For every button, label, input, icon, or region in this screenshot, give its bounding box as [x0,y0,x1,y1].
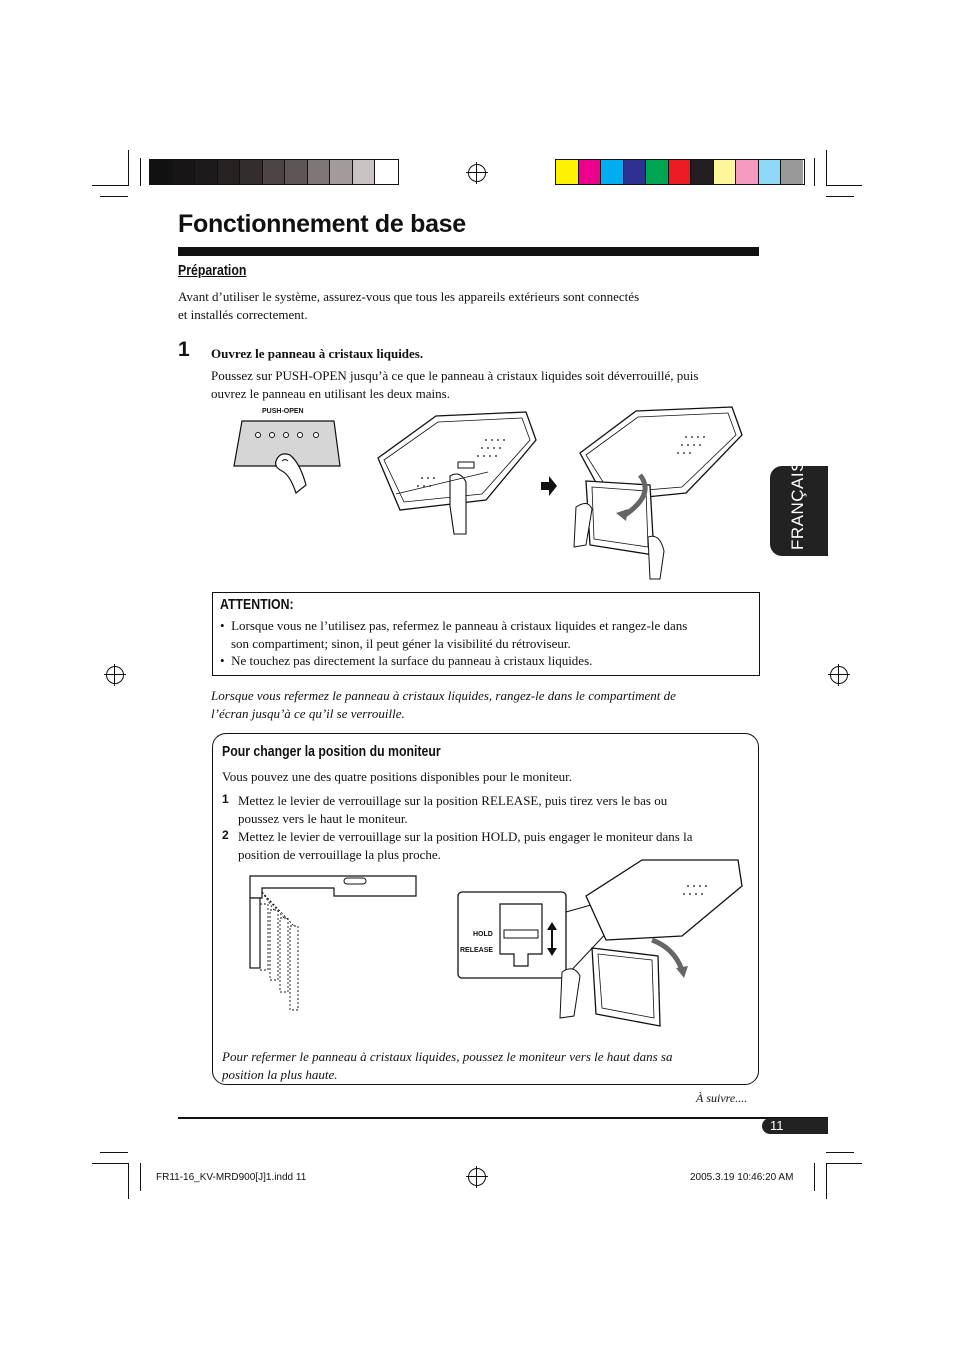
monitor-step-text: Mettez le levier de verrouillage sur la position RELEASE, puis tirez vers le bas ou poussez vers le haut le moniteur. [238,793,668,826]
color-swatch [150,160,173,184]
color-swatch [263,160,286,184]
right-arrow-icon [541,476,557,496]
color-swatch [308,160,331,184]
registration-mark-icon [830,666,848,684]
monitor-open-illustration [556,405,746,580]
color-swatch [579,160,602,184]
push-open-illustration [230,405,345,495]
color-swatch [173,160,196,184]
crop-mark [814,1163,815,1191]
monitor-step-number: 2 [222,828,229,842]
closing-note: Lorsque vous refermez le panneau à cristaux liquides, rangez-le dans le compartiment de l’écran jusqu’à ce qu’il se verrouille. [211,688,676,721]
crop-mark [826,150,827,186]
color-swatch [714,160,737,184]
color-swatch [691,160,714,184]
crop-mark [92,1163,128,1164]
color-swatch [646,160,669,184]
registration-mark-icon [106,666,124,684]
crop-mark [826,185,862,186]
crop-mark [826,1163,862,1164]
color-swatch [375,160,398,184]
color-swatch [736,160,759,184]
slug-timestamp: 2005.3.19 10:46:20 AM [690,1172,794,1183]
color-swatch [781,160,804,184]
crop-mark [128,150,129,186]
monitor-step-text: Mettez le levier de verrouillage sur la position HOLD, puis engager le moniteur dans la position de verrouillage la plus proche. [238,829,693,862]
title-rule [178,247,759,256]
attention-bullet: • Ne touchez pas directement la surface du panneau à cristaux liquides. [220,653,593,668]
monitor-position-intro: Vous pouvez une des quatre positions disponibles pour le moniteur. [222,769,572,784]
registration-mark-icon [468,164,486,182]
footer-rule [178,1117,828,1119]
color-swatch [601,160,624,184]
color-swatch [556,160,579,184]
slug-filename: FR11-16_KV-MRD900[J]1.indd 11 [156,1172,307,1183]
crop-mark [826,1163,827,1199]
color-swatch [353,160,376,184]
color-swatch [285,160,308,184]
color-swatch [759,160,782,184]
color-swatch [218,160,241,184]
release-label: RELEASE [460,947,494,954]
color-swatch [624,160,647,184]
page-number-tab [762,1118,828,1134]
page-number: 11 [770,1118,784,1133]
monitor-position-footer: Pour refermer le panneau à cristaux liquides, poussez le moniteur vers le haut dans sa position la plus haute. [222,1049,673,1082]
color-swatch [669,160,692,184]
crop-mark [128,1163,129,1199]
lock-lever-illustration [456,856,746,1034]
crop-mark [100,196,128,197]
page-title: Fonctionnement de base [178,210,466,238]
crop-mark [826,196,854,197]
language-tab-label: FRANÇAIS [788,460,807,550]
attention-bullet: • Lorsque vous ne l’utilisez pas, refermez le panneau à cristaux liquides et rangez-le dans son compartiment; sinon, il peut géner la visibilité du rétroviseur. [220,618,688,651]
push-open-label: PUSH-OPEN [262,408,304,415]
color-swatch [330,160,353,184]
crop-mark [140,158,141,186]
monitor-step-number: 1 [222,792,229,806]
crop-mark [826,1152,854,1153]
monitor-position-heading: Pour changer la position du moniteur [222,743,441,760]
step-heading: Ouvrez le panneau à cristaux liquides. [211,346,424,361]
crop-mark [92,185,128,186]
preparation-heading: Préparation [178,262,247,279]
registration-mark-icon [468,1168,486,1186]
step-number: 1 [178,338,190,361]
continued-text: À suivre.... [696,1091,748,1105]
crop-mark [140,1163,141,1191]
monitor-closed-illustration [376,410,546,535]
preparation-text: Avant d’utiliser le système, assurez-vous que tous les appareils extérieurs sont connectés et installés correctement. [178,289,640,322]
color-swatch [195,160,218,184]
hold-label: HOLD [473,931,493,938]
language-tab [770,460,828,556]
crop-mark [814,158,815,186]
crop-mark [100,1152,128,1153]
color-swatch [240,160,263,184]
monitor-positions-illustration [248,874,420,1014]
step-text: Poussez sur PUSH-OPEN jusqu’à ce que le panneau à cristaux liquides soit déverrouillé, puis ouvrez le panneau en utilisant les deux mains. [211,368,699,401]
attention-heading: ATTENTION: [220,596,294,613]
